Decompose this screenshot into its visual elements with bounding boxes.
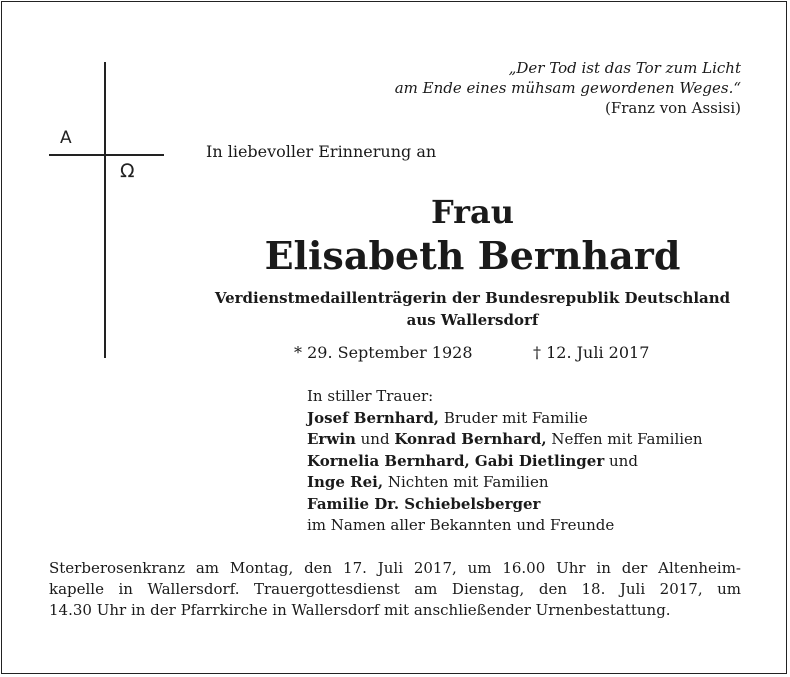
mourner-row bbox=[307, 408, 703, 430]
mourner-relation: Neffen mit Familien bbox=[546, 430, 703, 448]
alpha-icon: A bbox=[60, 128, 72, 148]
mourners-list bbox=[307, 386, 703, 537]
birth-date: * 29. September 1928 bbox=[294, 343, 473, 362]
mourner-name: Konrad Bernhard, bbox=[394, 430, 547, 448]
salutation: Frau bbox=[430, 193, 514, 231]
mourner-row bbox=[307, 429, 703, 451]
mourner-relation: Bruder mit Familie bbox=[439, 408, 588, 427]
omega-icon: Ω bbox=[120, 160, 135, 182]
quote-line-2: am Ende eines mühsam gewordenen Weges.“ bbox=[394, 79, 741, 97]
mourner-name: Erwin bbox=[307, 430, 356, 448]
cross-horizontal-bar bbox=[49, 154, 164, 156]
service-line-3: 14.30 Uhr in der Pfarrkirche in Wallersdorf mit anschließender Urnenbestattung. bbox=[49, 601, 671, 619]
hometown: aus Wallersdorf bbox=[406, 311, 539, 329]
mourning-heading: In stiller Trauer: bbox=[307, 387, 434, 405]
quote-author: (Franz von Assisi) bbox=[604, 99, 741, 117]
mourner-conjunction: und bbox=[604, 451, 638, 470]
death-date: † 12. Juli 2017 bbox=[533, 343, 650, 362]
cross-vertical-bar bbox=[104, 62, 106, 358]
service-announcement bbox=[49, 558, 741, 621]
mourner-row bbox=[307, 451, 703, 473]
mourner-name: Josef Bernhard, bbox=[307, 408, 440, 427]
mourner-name: Inge Rei, bbox=[307, 473, 384, 491]
mourner-name: Kornelia Bernhard, Gabi Dietlinger bbox=[307, 451, 605, 470]
mourner-row bbox=[307, 494, 703, 516]
mourner-conjunction: und bbox=[355, 430, 395, 448]
mourner-row bbox=[307, 472, 703, 494]
deceased-name: Elisabeth Bernhard bbox=[264, 233, 681, 278]
quote-line-1: „Der Tod ist das Tor zum Licht bbox=[508, 59, 741, 77]
mourner-name: Familie Dr. Schiebelsberger bbox=[307, 494, 541, 513]
service-line-1: Sterberosenkranz am Montag, den 17. Juli 2017, um 16.00 Uhr in der Altenheim- bbox=[49, 559, 741, 577]
mourner-relation: Nichten mit Familien bbox=[383, 473, 549, 491]
service-line-2: kapelle in Wallersdorf. Trauergottesdienst am Dienstag, den 18. Juli 2017, um bbox=[49, 580, 741, 598]
honor-description: Verdienstmedaillenträgerin der Bundesrepublik Deutschland bbox=[214, 289, 731, 307]
mourning-footer: im Namen aller Bekannten und Freunde bbox=[307, 516, 615, 534]
intro-text: In liebevoller Erinnerung an bbox=[206, 142, 437, 161]
quote-block bbox=[395, 58, 741, 118]
